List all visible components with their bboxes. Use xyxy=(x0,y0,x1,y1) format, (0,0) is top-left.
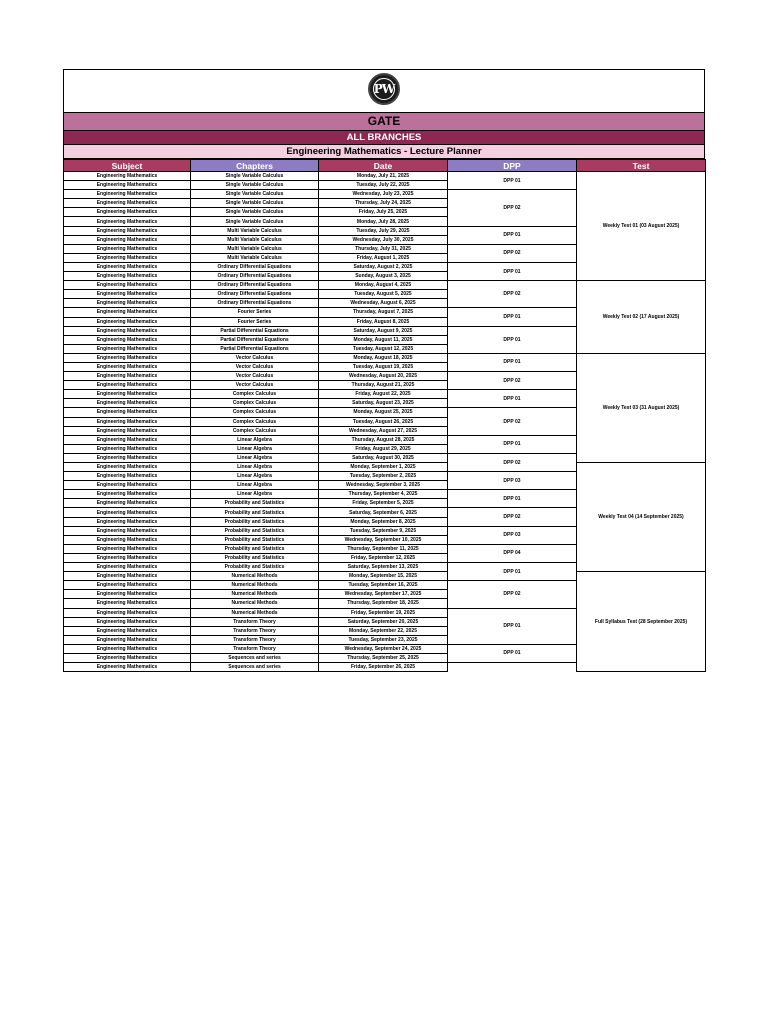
dpp-cell: DPP 01 xyxy=(448,353,577,371)
chapter-cell: Complex Calculus xyxy=(191,417,319,426)
chapter-cell: Numerical Methods xyxy=(191,572,319,581)
subject-cell: Engineering Mathematics xyxy=(64,626,191,635)
lecture-planner-sheet xyxy=(63,69,705,672)
subject-cell: Engineering Mathematics xyxy=(64,308,191,317)
chapter-cell: Ordinary Differential Equations xyxy=(191,272,319,281)
subject-cell: Engineering Mathematics xyxy=(64,408,191,417)
date-cell: Thursday, September 25, 2025 xyxy=(319,653,448,662)
date-cell: Tuesday, September 23, 2025 xyxy=(319,635,448,644)
subject-cell: Engineering Mathematics xyxy=(64,572,191,581)
date-cell: Friday, September 19, 2025 xyxy=(319,608,448,617)
date-cell: Monday, July 28, 2025 xyxy=(319,217,448,226)
page-title: GATE xyxy=(63,112,705,131)
date-cell: Saturday, September 13, 2025 xyxy=(319,563,448,572)
dpp-cell: DPP 01 xyxy=(448,390,577,408)
chapter-cell: Fourier Series xyxy=(191,308,319,317)
planner-title: Engineering Mathematics - Lecture Planner xyxy=(63,145,705,159)
chapter-cell: Partial Differential Equations xyxy=(191,326,319,335)
chapter-cell: Multi Variable Calculus xyxy=(191,244,319,253)
chapter-cell: Complex Calculus xyxy=(191,408,319,417)
dpp-cell: DPP 01 xyxy=(448,644,577,662)
subject-cell: Engineering Mathematics xyxy=(64,663,191,672)
date-cell: Saturday, August 9, 2025 xyxy=(319,326,448,335)
chapter-cell: Sequences and series xyxy=(191,663,319,672)
subject-cell: Engineering Mathematics xyxy=(64,353,191,362)
date-cell: Tuesday, July 29, 2025 xyxy=(319,226,448,235)
date-cell: Monday, September 8, 2025 xyxy=(319,517,448,526)
dpp-cell: DPP 02 xyxy=(448,453,577,471)
subject-cell: Engineering Mathematics xyxy=(64,553,191,562)
chapter-cell: Single Variable Calculus xyxy=(191,208,319,217)
chapter-cell: Ordinary Differential Equations xyxy=(191,299,319,308)
date-cell: Wednesday, August 27, 2025 xyxy=(319,426,448,435)
table-row xyxy=(64,281,706,290)
dpp-cell: DPP 03 xyxy=(448,472,577,490)
subject-cell: Engineering Mathematics xyxy=(64,181,191,190)
dpp-cell: DPP 01 xyxy=(448,308,577,326)
subject-cell: Engineering Mathematics xyxy=(64,617,191,626)
date-cell: Monday, August 18, 2025 xyxy=(319,353,448,362)
date-cell: Monday, September 15, 2025 xyxy=(319,572,448,581)
date-cell: Tuesday, August 26, 2025 xyxy=(319,417,448,426)
table-row xyxy=(64,572,706,581)
subject-cell: Engineering Mathematics xyxy=(64,463,191,472)
dpp-cell: DPP 04 xyxy=(448,544,577,562)
chapter-cell: Probability and Statistics xyxy=(191,563,319,572)
table-row xyxy=(64,172,706,181)
chapter-cell: Linear Algebra xyxy=(191,481,319,490)
subject-cell: Engineering Mathematics xyxy=(64,581,191,590)
chapter-cell: Numerical Methods xyxy=(191,599,319,608)
dpp-cell: DPP 01 xyxy=(448,226,577,244)
subject-cell: Engineering Mathematics xyxy=(64,226,191,235)
chapter-cell: Numerical Methods xyxy=(191,590,319,599)
date-cell: Tuesday, August 12, 2025 xyxy=(319,344,448,353)
chapter-cell: Complex Calculus xyxy=(191,399,319,408)
subject-cell: Engineering Mathematics xyxy=(64,244,191,253)
subject-cell: Engineering Mathematics xyxy=(64,317,191,326)
subject-cell: Engineering Mathematics xyxy=(64,435,191,444)
date-cell: Tuesday, July 22, 2025 xyxy=(319,181,448,190)
date-cell: Wednesday, September 24, 2025 xyxy=(319,644,448,653)
subject-cell: Engineering Mathematics xyxy=(64,272,191,281)
subject-cell: Engineering Mathematics xyxy=(64,262,191,271)
date-cell: Monday, August 25, 2025 xyxy=(319,408,448,417)
chapter-cell: Linear Algebra xyxy=(191,444,319,453)
chapter-cell: Sequences and series xyxy=(191,653,319,662)
chapter-cell: Ordinary Differential Equations xyxy=(191,281,319,290)
subject-cell: Engineering Mathematics xyxy=(64,635,191,644)
date-cell: Wednesday, July 23, 2025 xyxy=(319,190,448,199)
subject-cell: Engineering Mathematics xyxy=(64,608,191,617)
chapter-cell: Single Variable Calculus xyxy=(191,199,319,208)
date-cell: Thursday, July 24, 2025 xyxy=(319,199,448,208)
date-cell: Thursday, September 4, 2025 xyxy=(319,490,448,499)
chapter-cell: Vector Calculus xyxy=(191,372,319,381)
subject-cell: Engineering Mathematics xyxy=(64,490,191,499)
subject-cell: Engineering Mathematics xyxy=(64,299,191,308)
dpp-cell: DPP 01 xyxy=(448,490,577,508)
subject-cell: Engineering Mathematics xyxy=(64,444,191,453)
subject-cell: Engineering Mathematics xyxy=(64,190,191,199)
subject-cell: Engineering Mathematics xyxy=(64,399,191,408)
branches-subtitle: ALL BRANCHES xyxy=(63,131,705,145)
date-cell: Wednesday, August 20, 2025 xyxy=(319,372,448,381)
chapter-cell: Partial Differential Equations xyxy=(191,335,319,344)
chapter-cell: Single Variable Calculus xyxy=(191,172,319,181)
dpp-cell: DPP 02 xyxy=(448,372,577,390)
chapter-cell: Partial Differential Equations xyxy=(191,344,319,353)
subject-cell: Engineering Mathematics xyxy=(64,599,191,608)
subject-cell: Engineering Mathematics xyxy=(64,453,191,462)
chapter-cell: Probability and Statistics xyxy=(191,526,319,535)
date-cell: Friday, July 25, 2025 xyxy=(319,208,448,217)
date-cell: Friday, August 1, 2025 xyxy=(319,253,448,262)
date-cell: Saturday, August 30, 2025 xyxy=(319,453,448,462)
dpp-cell: DPP 03 xyxy=(448,526,577,544)
subject-cell: Engineering Mathematics xyxy=(64,208,191,217)
subject-cell: Engineering Mathematics xyxy=(64,290,191,299)
dpp-cell: DPP 02 xyxy=(448,508,577,526)
chapter-cell: Probability and Statistics xyxy=(191,535,319,544)
chapter-cell: Ordinary Differential Equations xyxy=(191,262,319,271)
date-cell: Thursday, September 11, 2025 xyxy=(319,544,448,553)
subject-cell: Engineering Mathematics xyxy=(64,644,191,653)
date-cell: Wednesday, August 6, 2025 xyxy=(319,299,448,308)
date-cell: Tuesday, September 2, 2025 xyxy=(319,472,448,481)
date-cell: Friday, September 5, 2025 xyxy=(319,499,448,508)
date-cell: Tuesday, August 19, 2025 xyxy=(319,362,448,371)
test-cell: Full Syllabus Test (28 September 2025) xyxy=(577,572,706,672)
date-cell: Wednesday, September 10, 2025 xyxy=(319,535,448,544)
pw-logo xyxy=(368,73,400,105)
column-header-chapters: Chapters xyxy=(191,160,319,172)
date-cell: Friday, August 29, 2025 xyxy=(319,444,448,453)
subject-cell: Engineering Mathematics xyxy=(64,535,191,544)
dpp-cell: DPP 01 xyxy=(448,563,577,581)
chapter-cell: Transform Theory xyxy=(191,635,319,644)
date-cell: Saturday, August 23, 2025 xyxy=(319,399,448,408)
dpp-cell: DPP 02 xyxy=(448,244,577,262)
chapter-cell: Multi Variable Calculus xyxy=(191,226,319,235)
date-cell: Monday, September 1, 2025 xyxy=(319,463,448,472)
subject-cell: Engineering Mathematics xyxy=(64,390,191,399)
column-header-dpp: DPP xyxy=(448,160,577,172)
date-cell: Saturday, August 2, 2025 xyxy=(319,262,448,271)
subject-cell: Engineering Mathematics xyxy=(64,426,191,435)
chapter-cell: Probability and Statistics xyxy=(191,499,319,508)
date-cell: Monday, September 22, 2025 xyxy=(319,626,448,635)
subject-cell: Engineering Mathematics xyxy=(64,526,191,535)
chapter-cell: Linear Algebra xyxy=(191,435,319,444)
date-cell: Saturday, September 6, 2025 xyxy=(319,508,448,517)
date-cell: Wednesday, September 3, 2025 xyxy=(319,481,448,490)
test-cell: Weekly Test 02 (17 August 2025) xyxy=(577,281,706,354)
chapter-cell: Linear Algebra xyxy=(191,453,319,462)
test-cell: Weekly Test 03 (31 August 2025) xyxy=(577,353,706,462)
subject-cell: Engineering Mathematics xyxy=(64,362,191,371)
subject-cell: Engineering Mathematics xyxy=(64,417,191,426)
table-row xyxy=(64,353,706,362)
subject-cell: Engineering Mathematics xyxy=(64,381,191,390)
chapter-cell: Vector Calculus xyxy=(191,353,319,362)
date-cell: Monday, July 21, 2025 xyxy=(319,172,448,181)
table-body xyxy=(64,172,706,672)
date-cell: Friday, September 12, 2025 xyxy=(319,553,448,562)
subject-cell: Engineering Mathematics xyxy=(64,508,191,517)
date-cell: Monday, August 4, 2025 xyxy=(319,281,448,290)
dpp-cell: DPP 02 xyxy=(448,581,577,608)
dpp-cell: DPP 01 xyxy=(448,435,577,453)
subject-cell: Engineering Mathematics xyxy=(64,372,191,381)
chapter-cell: Single Variable Calculus xyxy=(191,217,319,226)
subject-cell: Engineering Mathematics xyxy=(64,499,191,508)
subject-cell: Engineering Mathematics xyxy=(64,326,191,335)
chapter-cell: Linear Algebra xyxy=(191,472,319,481)
date-cell: Friday, August 8, 2025 xyxy=(319,317,448,326)
chapter-cell: Multi Variable Calculus xyxy=(191,253,319,262)
subject-cell: Engineering Mathematics xyxy=(64,172,191,181)
date-cell: Thursday, August 28, 2025 xyxy=(319,435,448,444)
subject-cell: Engineering Mathematics xyxy=(64,590,191,599)
date-cell: Friday, September 26, 2025 xyxy=(319,663,448,672)
chapter-cell: Ordinary Differential Equations xyxy=(191,290,319,299)
chapter-cell: Probability and Statistics xyxy=(191,508,319,517)
chapter-cell: Complex Calculus xyxy=(191,390,319,399)
planner-table xyxy=(63,159,706,672)
column-header-test: Test xyxy=(577,160,706,172)
date-cell: Thursday, August 21, 2025 xyxy=(319,381,448,390)
chapter-cell: Fourier Series xyxy=(191,317,319,326)
dpp-cell: DPP 02 xyxy=(448,408,577,435)
chapter-cell: Complex Calculus xyxy=(191,426,319,435)
test-cell: Weekly Test 04 (14 September 2025) xyxy=(577,463,706,572)
chapter-cell: Single Variable Calculus xyxy=(191,190,319,199)
chapter-cell: Probability and Statistics xyxy=(191,544,319,553)
chapter-cell: Transform Theory xyxy=(191,644,319,653)
subject-cell: Engineering Mathematics xyxy=(64,217,191,226)
table-row xyxy=(64,463,706,472)
chapter-cell: Linear Algebra xyxy=(191,463,319,472)
date-cell: Saturday, September 20, 2025 xyxy=(319,617,448,626)
subject-cell: Engineering Mathematics xyxy=(64,253,191,262)
subject-cell: Engineering Mathematics xyxy=(64,235,191,244)
subject-cell: Engineering Mathematics xyxy=(64,199,191,208)
subject-cell: Engineering Mathematics xyxy=(64,335,191,344)
chapter-cell: Vector Calculus xyxy=(191,381,319,390)
date-cell: Thursday, August 7, 2025 xyxy=(319,308,448,317)
chapter-cell: Transform Theory xyxy=(191,626,319,635)
logo-row xyxy=(63,69,705,112)
date-cell: Wednesday, September 17, 2025 xyxy=(319,590,448,599)
column-header-date: Date xyxy=(319,160,448,172)
date-cell: Thursday, July 31, 2025 xyxy=(319,244,448,253)
date-cell: Friday, August 22, 2025 xyxy=(319,390,448,399)
chapter-cell: Numerical Methods xyxy=(191,608,319,617)
dpp-cell: DPP 01 xyxy=(448,172,577,190)
subject-cell: Engineering Mathematics xyxy=(64,517,191,526)
subject-cell: Engineering Mathematics xyxy=(64,344,191,353)
subject-cell: Engineering Mathematics xyxy=(64,544,191,553)
dpp-cell: DPP 01 xyxy=(448,262,577,280)
subject-cell: Engineering Mathematics xyxy=(64,563,191,572)
subject-cell: Engineering Mathematics xyxy=(64,653,191,662)
chapter-cell: Transform Theory xyxy=(191,617,319,626)
dpp-cell: DPP 02 xyxy=(448,190,577,226)
chapter-cell: Linear Algebra xyxy=(191,490,319,499)
date-cell: Wednesday, July 30, 2025 xyxy=(319,235,448,244)
date-cell: Thursday, September 18, 2025 xyxy=(319,599,448,608)
subject-cell: Engineering Mathematics xyxy=(64,472,191,481)
dpp-cell: DPP 02 xyxy=(448,281,577,308)
logo-text: PW xyxy=(373,82,395,96)
dpp-cell: DPP 01 xyxy=(448,326,577,353)
date-cell: Tuesday, September 9, 2025 xyxy=(319,526,448,535)
chapter-cell: Single Variable Calculus xyxy=(191,181,319,190)
table-header-row xyxy=(64,160,706,172)
chapter-cell: Probability and Statistics xyxy=(191,517,319,526)
date-cell: Tuesday, August 5, 2025 xyxy=(319,290,448,299)
subject-cell: Engineering Mathematics xyxy=(64,481,191,490)
date-cell: Monday, August 11, 2025 xyxy=(319,335,448,344)
chapter-cell: Vector Calculus xyxy=(191,362,319,371)
chapter-cell: Multi Variable Calculus xyxy=(191,235,319,244)
column-header-subject: Subject xyxy=(64,160,191,172)
date-cell: Tuesday, September 16, 2025 xyxy=(319,581,448,590)
dpp-cell: DPP 01 xyxy=(448,608,577,644)
date-cell: Sunday, August 3, 2025 xyxy=(319,272,448,281)
test-cell: Weekly Test 01 (03 August 2025) xyxy=(577,172,706,281)
chapter-cell: Numerical Methods xyxy=(191,581,319,590)
subject-cell: Engineering Mathematics xyxy=(64,281,191,290)
chapter-cell: Probability and Statistics xyxy=(191,553,319,562)
